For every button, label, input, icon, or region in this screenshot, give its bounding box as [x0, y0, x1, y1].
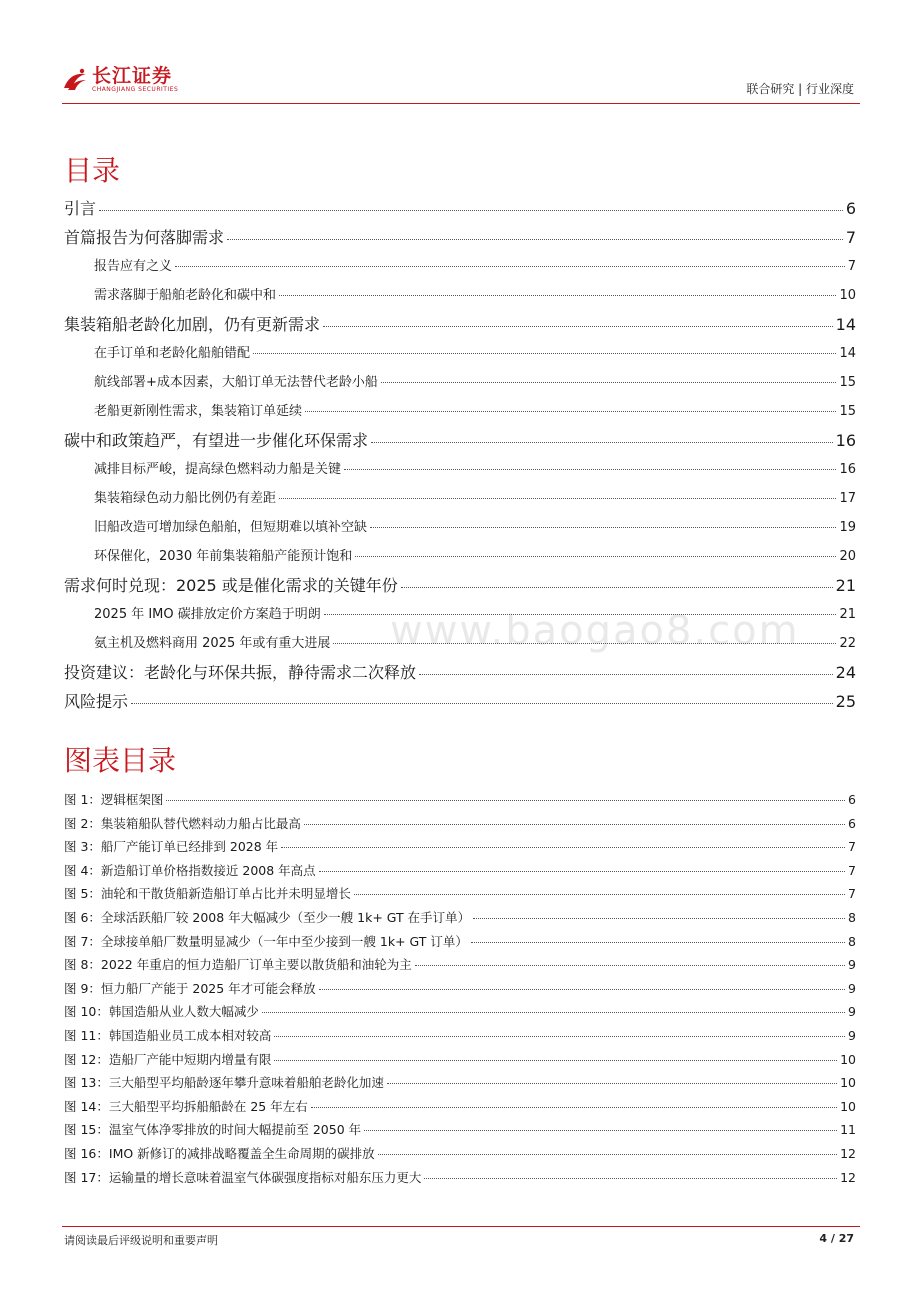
toc-entry[interactable]: [64, 194, 856, 223]
figure-entry-page: 7: [848, 862, 856, 878]
toc-entry-label: 旧船改造可增加绿色船舶，但短期难以填补空缺: [94, 520, 368, 535]
watermark: www.baogao8.com: [390, 608, 800, 654]
figure-entry-label: 图 8：2022 年重启的恒力造船厂订单主要以散货船和油轮为主: [64, 957, 412, 973]
dot-leader: [319, 871, 845, 872]
dot-leader: [323, 326, 833, 327]
footer-divider: [62, 1226, 860, 1227]
figure-entry-page: 8: [848, 933, 856, 949]
toc-entry[interactable]: [64, 310, 856, 339]
toc-entry-label: 集装箱绿色动力船比例仍有差距: [94, 491, 277, 506]
figure-entry-page: 10: [840, 1051, 856, 1067]
toc-entry[interactable]: [64, 658, 856, 687]
figure-entry-page: 8: [848, 909, 856, 925]
toc-entry[interactable]: [64, 339, 856, 368]
figure-entry[interactable]: [64, 906, 856, 930]
figure-entry[interactable]: [64, 1048, 856, 1072]
figure-entry-page: 6: [848, 792, 856, 807]
figures-title: 图表目录: [64, 744, 177, 777]
logo-english-name: CHANGJIANG SECURITIES: [92, 86, 179, 93]
figure-entry[interactable]: [64, 1142, 856, 1166]
figure-entry-page: 10: [840, 1075, 856, 1091]
toc-entry-page: 20: [839, 549, 856, 564]
dot-leader: [131, 703, 833, 704]
figure-entry[interactable]: [64, 1095, 856, 1119]
report-category: 联合研究 | 行业深度: [746, 82, 854, 96]
dot-leader: [344, 469, 836, 470]
figure-entry[interactable]: [64, 977, 856, 1001]
figure-entry-page: 10: [840, 1098, 856, 1114]
toc-entry-page: 19: [839, 520, 856, 535]
figure-entry[interactable]: [64, 859, 856, 883]
toc-entry-label: 集装箱船老龄化加剧，仍有更新需求: [64, 315, 321, 334]
toc-title: 目录: [64, 154, 121, 187]
figure-entry[interactable]: [64, 1071, 856, 1095]
dot-leader: [354, 894, 845, 895]
dot-leader: [279, 295, 836, 296]
page-header: [0, 0, 920, 110]
dot-leader: [262, 1012, 845, 1013]
dot-leader: [419, 674, 833, 675]
figure-entry[interactable]: [64, 882, 856, 906]
toc-entry-page: 14: [835, 315, 856, 334]
figure-entry-page: 9: [848, 957, 856, 973]
figure-entry-label: 图 5：油轮和干散货船新造船订单占比并未明显增长: [64, 886, 351, 902]
toc-entry-page: 15: [839, 375, 856, 390]
toc-entry-label: 引言: [64, 199, 97, 218]
dot-leader: [274, 1036, 845, 1037]
toc-entry-label: 碳中和政策趋严，有望进一步催化环保需求: [64, 431, 369, 450]
dot-leader: [279, 498, 836, 499]
figure-entry-page: 9: [848, 1004, 856, 1020]
dot-leader: [227, 239, 843, 240]
dot-leader: [381, 382, 837, 383]
toc-entry-label: 在手订单和老龄化船舶错配: [94, 346, 251, 361]
figure-entry-page: 7: [848, 886, 856, 902]
figure-entry[interactable]: [64, 1000, 856, 1024]
figure-entry-label: 图 7：全球接单船厂数量明显减少（一年中至少接到一艘 1k+ GT 订单）: [64, 933, 468, 949]
figure-entry-label: 图 15：温室气体净零排放的时间大幅提前至 2050 年: [64, 1122, 362, 1138]
dot-leader: [471, 942, 845, 943]
dot-leader: [355, 556, 836, 557]
figure-entry-label: 图 11：韩国造船业员工成本相对较高: [64, 1027, 272, 1043]
figure-entry[interactable]: [64, 835, 856, 859]
toc-entry-page: 24: [835, 663, 856, 682]
toc-entry-page: 17: [839, 491, 856, 506]
figure-entry-page: 11: [840, 1122, 856, 1138]
toc-entry-label: 氨主机及燃料商用 2025 年或有重大进展: [94, 636, 331, 651]
toc-entry[interactable]: [64, 426, 856, 455]
figure-entry-page: 6: [848, 815, 856, 831]
dot-leader: [371, 442, 833, 443]
figure-entry-page: 9: [848, 980, 856, 996]
figure-entry-label: 图 9：恒力船厂产能于 2025 年才可能会释放: [64, 980, 316, 996]
dot-leader: [175, 266, 845, 267]
toc-entry-label: 老船更新刚性需求，集装箱订单延续: [94, 404, 303, 419]
dot-leader: [99, 210, 843, 211]
figure-entry-label: 图 1：逻辑框架图: [64, 792, 164, 807]
page-number: 4 / 27: [819, 1232, 854, 1245]
toc-entry-page: 6: [845, 199, 856, 218]
figure-entry[interactable]: [64, 788, 856, 812]
figure-entry-label: 图 2：集装箱船队替代燃料动力船占比最高: [64, 815, 301, 831]
toc-entry-page: 16: [835, 431, 856, 450]
dot-leader: [415, 965, 845, 966]
dot-leader: [253, 353, 836, 354]
toc-entry-page: 7: [847, 259, 856, 274]
toc-entry-label: 投资建议：老龄化与环保共振，静待需求二次释放: [64, 663, 417, 682]
header-divider: [62, 103, 860, 104]
figure-entry-label: 图 16：IMO 新修订的减排战略覆盖全生命周期的碳排放: [64, 1145, 375, 1161]
figure-entry-label: 图 10：韩国造船从业人数大幅减少: [64, 1004, 259, 1020]
figure-entry-label: 图 14：三大船型平均拆船船龄在 25 年左右: [64, 1098, 308, 1114]
logo-emblem-icon: [62, 68, 88, 92]
figure-entry-label: 图 6：全球活跃船厂较 2008 年大幅减少（至少一艘 1k+ GT 在手订单）: [64, 909, 471, 925]
figure-entry[interactable]: [64, 812, 856, 836]
toc-entry-label: 环保催化，2030 年前集装箱船产能预计饱和: [94, 549, 353, 564]
toc-entry-page: 21: [835, 576, 856, 595]
figure-entry-page: 7: [848, 839, 856, 855]
toc-entry[interactable]: [64, 397, 856, 426]
figure-entry-label: 图 12：造船厂产能中短期内增量有限: [64, 1051, 272, 1067]
dot-leader: [378, 1154, 837, 1155]
figure-entry[interactable]: [64, 1024, 856, 1048]
toc-entry-page: 16: [839, 462, 856, 477]
toc-entry-label: 减排目标严峻，提高绿色燃料动力船是关键: [94, 462, 342, 477]
company-logo: [62, 66, 178, 94]
figure-entry-page: 12: [840, 1169, 856, 1185]
dot-leader: [401, 587, 833, 588]
dot-leader: [473, 918, 845, 919]
toc-entry-label: 需求落脚于船舶老龄化和碳中和: [94, 288, 277, 303]
toc-entry-page: 25: [835, 692, 856, 711]
toc-entry-label: 首篇报告为何落脚需求: [64, 228, 225, 247]
toc-entry[interactable]: [64, 368, 856, 397]
figure-entry-label: 图 13：三大船型平均船龄逐年攀升意味着船舶老龄化加速: [64, 1075, 384, 1091]
figure-entry[interactable]: [64, 930, 856, 954]
toc-entry-page: 7: [845, 228, 856, 247]
dot-leader: [387, 1083, 837, 1084]
toc-entry[interactable]: [64, 455, 856, 484]
figures-list: [64, 788, 856, 1189]
dot-leader: [305, 411, 836, 412]
figure-entry-page: 12: [840, 1145, 856, 1161]
figure-entry-label: 图 4：新造船订单价格指数接近 2008 年高点: [64, 862, 316, 878]
figure-entry-label: 图 3：船厂产能订单已经排到 2028 年: [64, 839, 279, 855]
toc-entry-label: 2025 年 IMO 碳排放定价方案趋于明朗: [94, 607, 321, 622]
toc-entry-page: 21: [839, 607, 856, 622]
dot-leader: [166, 800, 845, 801]
toc-entry[interactable]: [64, 542, 856, 571]
dot-leader: [364, 1130, 837, 1131]
toc-entry-page: 15: [839, 404, 856, 419]
toc-entry-page: 22: [839, 636, 856, 651]
figure-entry-page: 9: [848, 1027, 856, 1043]
toc-entry-label: 风险提示: [64, 692, 129, 711]
dot-leader: [311, 1107, 837, 1108]
toc-entry[interactable]: [64, 223, 856, 252]
dot-leader: [370, 527, 836, 528]
toc-entry[interactable]: [64, 252, 856, 281]
toc-entry[interactable]: [64, 571, 856, 600]
figure-entry[interactable]: [64, 953, 856, 977]
toc-entry[interactable]: [64, 281, 856, 310]
dot-leader: [274, 1060, 837, 1061]
dot-leader: [304, 824, 845, 825]
toc-entry[interactable]: [64, 513, 856, 542]
dot-leader: [319, 989, 845, 990]
toc-entry-page: 14: [839, 346, 856, 361]
toc-entry-page: 10: [839, 288, 856, 303]
disclaimer-note: 请阅读最后评级说明和重要声明: [64, 1234, 218, 1247]
figure-entry-label: 图 17：运输量的增长意味着温室气体碳强度指标对船东压力更大: [64, 1169, 422, 1185]
figure-entry[interactable]: [64, 1118, 856, 1142]
figure-entry[interactable]: [64, 1166, 856, 1190]
dot-leader: [424, 1178, 837, 1179]
toc-entry-label: 需求何时兑现：2025 或是催化需求的关键年份: [64, 576, 398, 595]
dot-leader: [281, 847, 845, 848]
toc-entry-label: 报告应有之义: [94, 259, 173, 274]
logo-chinese-name: 长江证券: [92, 65, 173, 87]
toc-entry-label: 航线部署+成本因素，大船订单无法替代老龄小船: [94, 375, 378, 390]
toc-entry[interactable]: [64, 484, 856, 513]
toc-entry[interactable]: [64, 687, 856, 716]
